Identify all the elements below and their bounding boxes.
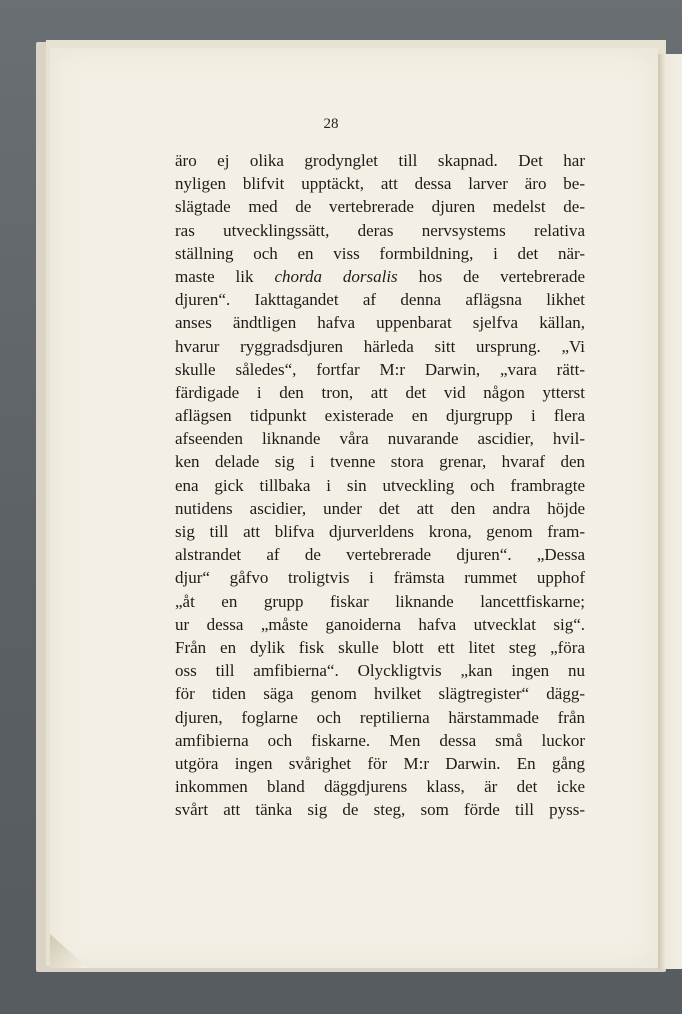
text-line: ena gick tillbaka i sin utveckling och frambragte	[175, 475, 585, 495]
text-line: ur dessa „måste ganoiderna hafva utvecklat sig“.	[175, 614, 585, 634]
text-line: djuren“. Iakttagandet af denna aflägsna likhet	[175, 290, 585, 310]
text-line: anses ändtligen hafva uppenbarat sjelfva källan,	[175, 313, 585, 333]
text-line: afseenden liknande våra nuvarande ascidier, hvil-	[175, 429, 585, 449]
page-number: 28	[323, 116, 339, 132]
text-line: färdigade i den tron, att det vid någon ytterst	[175, 382, 585, 402]
text-line: oss till amfibierna“. Olyckligtvis „kan ingen nu	[175, 661, 585, 681]
text-line: hvarur ryggradsdjuren härleda sitt ursprung. „Vi	[175, 336, 585, 356]
text-line: slägtade med de vertebrerade djuren medelst de-	[175, 197, 585, 217]
text-line: skulle således“, fortfar M:r Darwin, „vara rätt-	[175, 359, 585, 379]
text-line: ras utvecklingssätt, deras nervsystems relativa	[175, 220, 585, 240]
text-line: djur“ gåfvo troligtvis i främsta rummet upphof	[175, 568, 585, 588]
italic-term: chorda dorsalis	[274, 266, 398, 286]
text-line: ken delade sig i tvenne stora grenar, hvaraf den	[175, 452, 585, 472]
text-line-mixed	[175, 265, 585, 288]
text-line: inkommen bland däggdjurens klass, är det icke	[175, 777, 585, 797]
text-line: äro ej olika grodynglet till skapnad. Det har	[175, 151, 585, 170]
text-line: för tiden säga genom hvilket slägtregister“ dägg-	[175, 684, 585, 704]
facing-page-edge	[657, 54, 682, 969]
text-line: djuren, foglarne och reptilierna härstammade från	[175, 707, 585, 727]
text-line: sig till att blifva djurverldens krona, genom fram-	[175, 522, 585, 541]
text-line: alstrandet af de vertebrerade djuren“. „Dessa	[175, 545, 585, 565]
text-line: nyligen blifvit upptäckt, att dessa larver äro be-	[175, 174, 585, 194]
text-line: Från en dylik fisk skulle blott ett litet steg „föra	[175, 637, 585, 657]
text-line: nutidens ascidier, under det att den andra höjde	[175, 498, 585, 518]
text-line: amfibierna och fiskarne. Men dessa små luckor	[175, 730, 585, 750]
text-line: „åt en grupp fiskar liknande lancettfiskarne;	[175, 591, 585, 611]
text-segment: hos de vertebrerade	[418, 266, 586, 286]
text-line: utgöra ingen svårighet för M:r Darwin. En gång	[175, 753, 585, 773]
text-segment: maste lik	[175, 266, 254, 286]
text-line: aflägsen tidpunkt existerade en djurgrupp i flera	[175, 406, 585, 426]
text-line: svårt att tänka sig de steg, som förde till pyss-	[175, 800, 585, 820]
text-line: ställning och en viss formbildning, i det när-	[175, 243, 585, 263]
body-text	[175, 149, 585, 821]
